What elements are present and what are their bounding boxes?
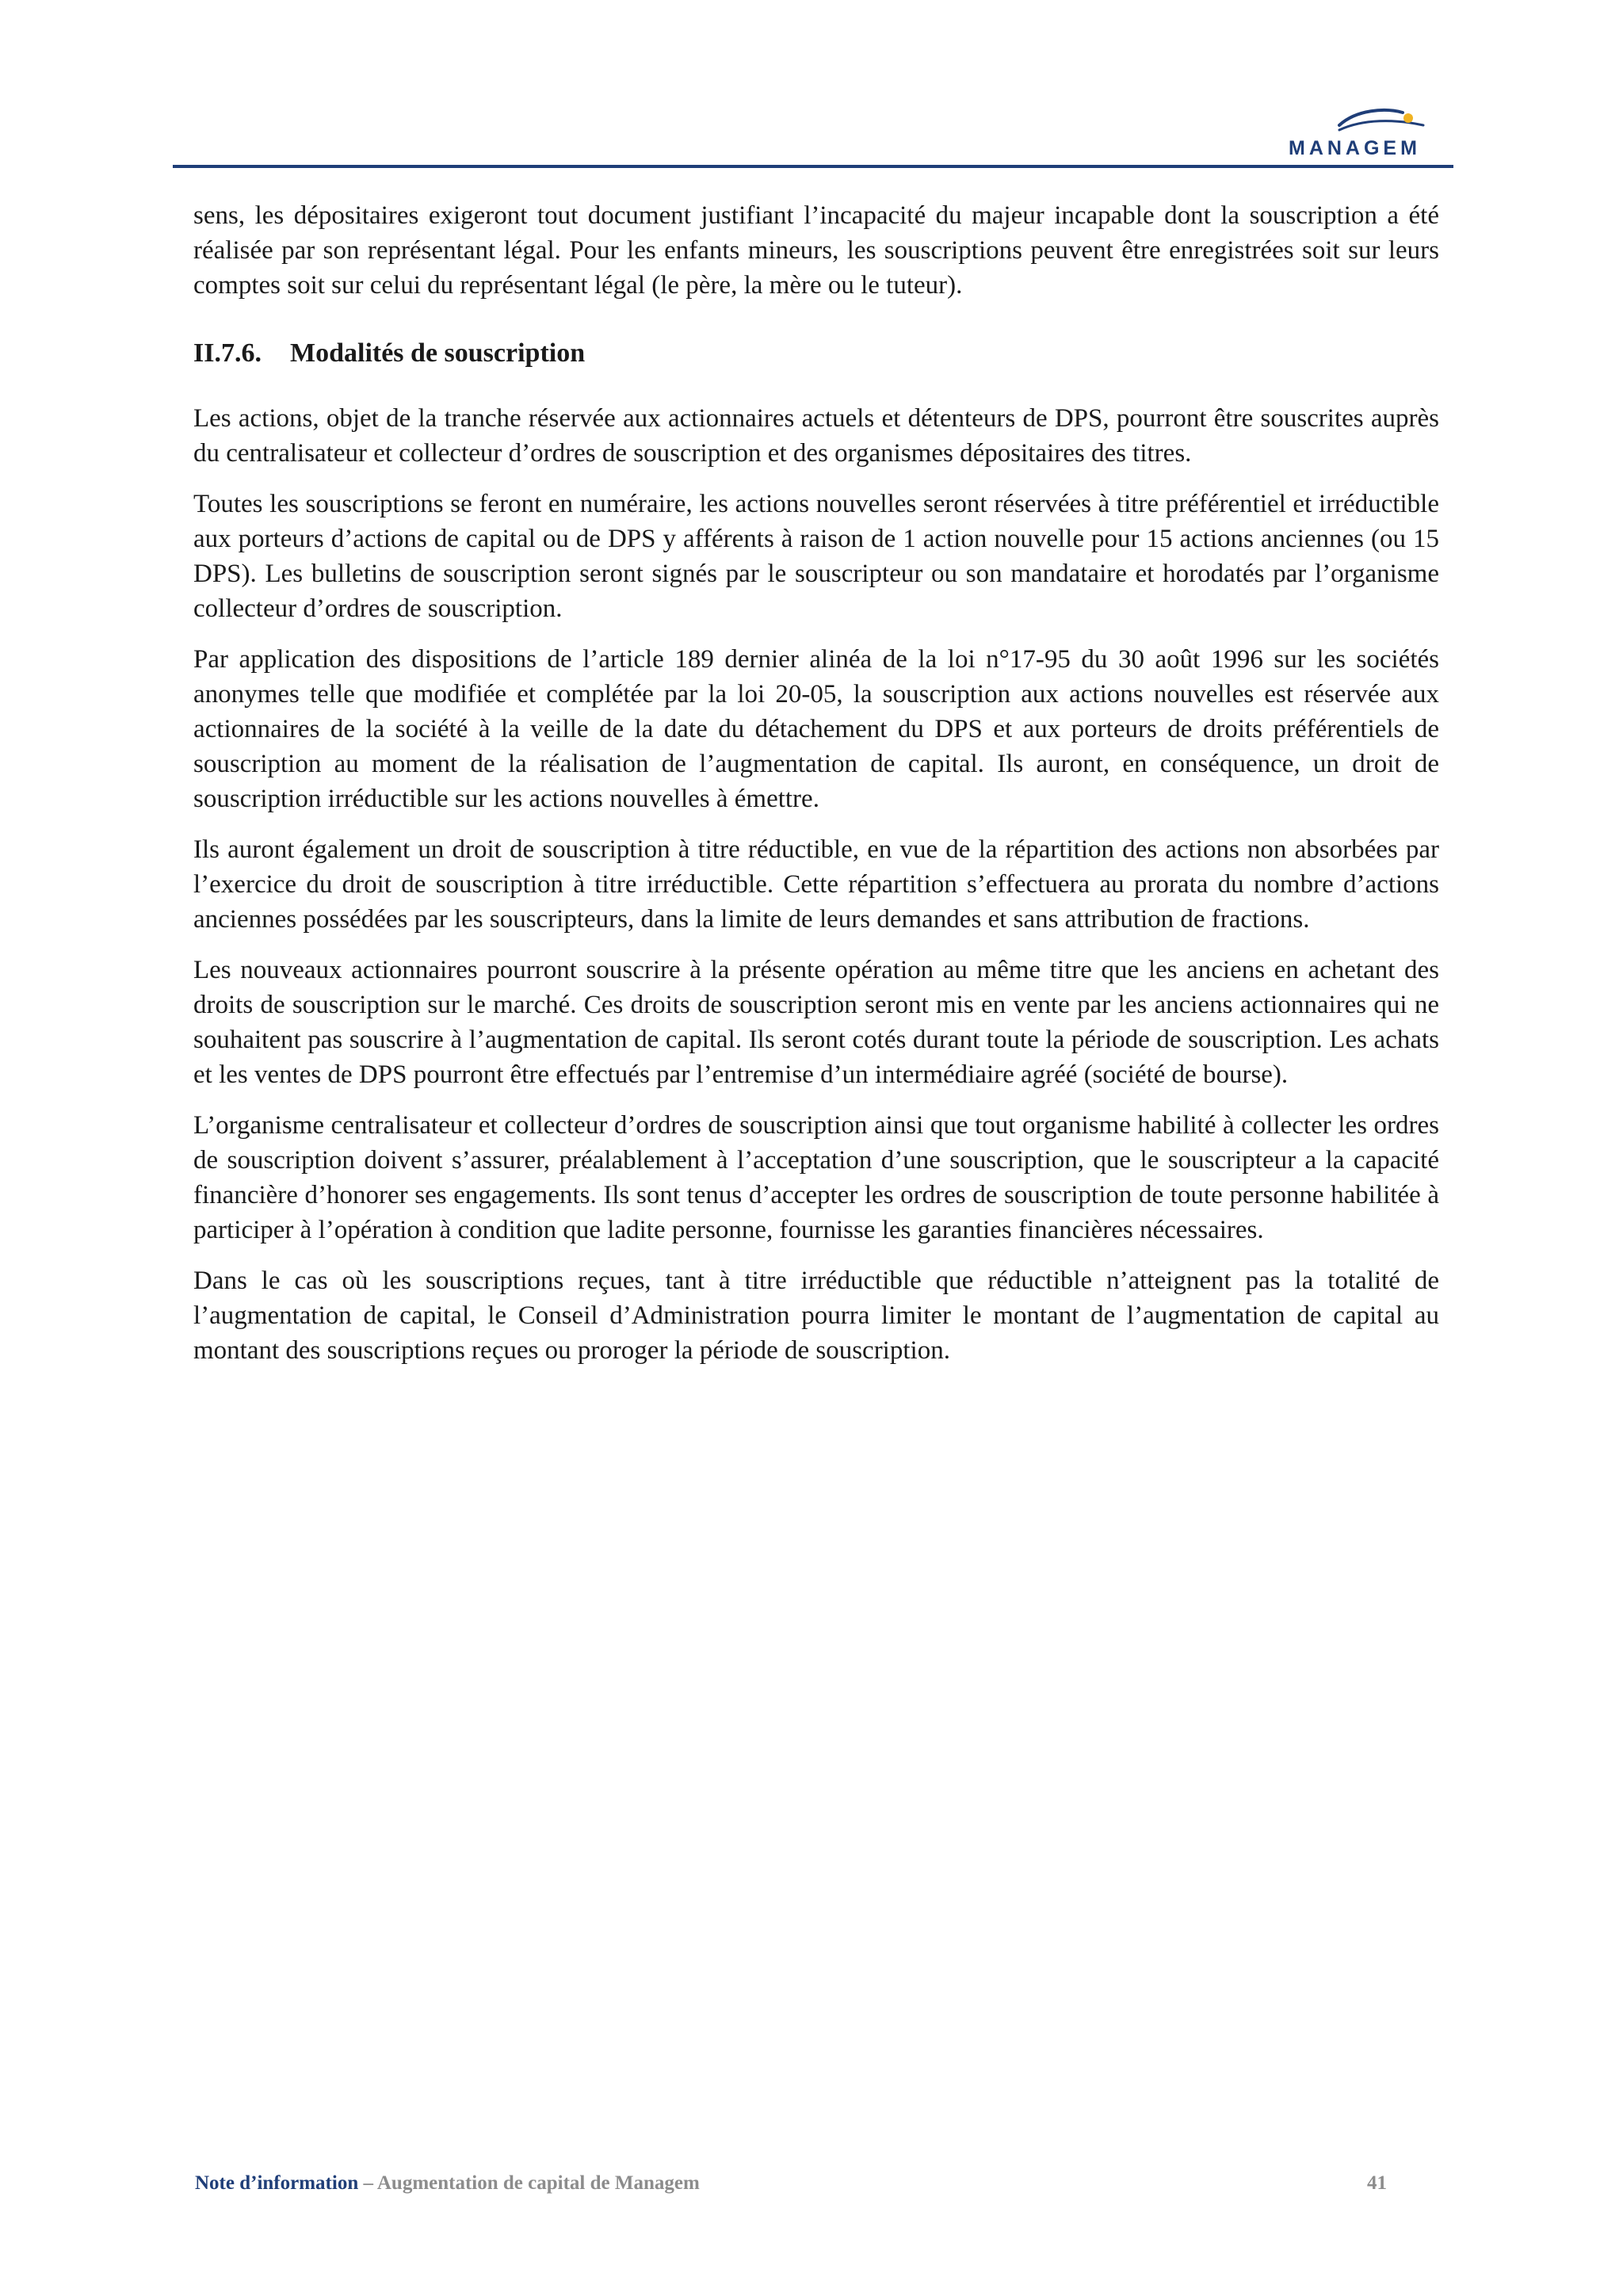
paragraph: Les nouveaux actionnaires pourront souscrire à la présente opération au même titre que les anciens en achetant des droits de souscription sur le marché. Ces droits de souscription seront mis en vente par les anciens actionnaires qui ne souhaitent pas souscrire à l’augmentation de capital. Ils seront cotés durant toute la période de souscription. Les achats et les ventes de DPS pourront être effectués par l’entremise d’un intermédiaire agréé (société de bourse). xyxy=(193,956,1439,1089)
paragraph: Dans le cas où les souscriptions reçues, tant à titre irréductible que réductible n’atteignent pas la totalité de l’augmentation de capital, le Conseil d’Administration pourra limiter le montant de l’augmentation de capital au montant des souscriptions reçues ou proroger la période de souscription. xyxy=(193,1266,1439,1365)
footer-document-type: Note d’information xyxy=(195,2172,359,2194)
section-number: II.7.6. xyxy=(193,338,262,368)
header-divider xyxy=(173,165,1453,168)
document-body xyxy=(193,198,1439,1384)
managem-logo xyxy=(1284,101,1442,163)
paragraph: Ils auront également un droit de souscription à titre réductible, en vue de la répartition des actions non absorbées par l’exercice du droit de souscription à titre irréductible. Cette répartition s’effectuera au prorata du nombre d’actions anciennes possédées par les souscripteurs, dans la limite de leurs demandes et sans attribution de fractions. xyxy=(193,835,1439,934)
intro-paragraph: sens, les dépositaires exigeront tout document justifiant l’incapacité du majeur incapable dont la souscription a été réalisée par son représentant légal. Pour les enfants mineurs, les souscriptions peuvent être enregistrées soit sur leurs comptes soit sur celui du représentant légal (le père, la mère ou le tuteur). xyxy=(193,201,1439,300)
paragraph: Les actions, objet de la tranche réservée aux actionnaires actuels et détenteurs de DPS, pourront être souscrites auprès du centralisateur et collecteur d’ordres de souscription et des organismes dépositaires des titres. xyxy=(193,404,1439,468)
paragraph: Par application des dispositions de l’article 189 dernier alinéa de la loi n°17-95 du 30 août 1996 sur les sociétés anonymes telle que modifiée et complétée par la loi 20-05, la souscription aux actions nouvelles est réservée aux actionnaires de la société à la veille de la date du détachement du DPS et aux porteurs de droits préférentiels de souscription au moment de la réalisation de l’augmentation de capital. Ils auront, en conséquence, un droit de souscription irréductible sur les actions nouvelles à émettre. xyxy=(193,645,1439,813)
footer-document-title: – Augmentation de capital de Managem xyxy=(358,2172,700,2194)
paragraph: L’organisme centralisateur et collecteur d’ordres de souscription ainsi que tout organisme habilité à collecter les ordres de souscription doivent s’assurer, préalablement à l’acceptation d’une souscription, que le souscripteur a la capacité financière d’honorer ses engagements. Ils sont tenus d’accepter les ordres de souscription de toute personne habilitée à participer à l’opération à condition que ladite personne, fournisse les garanties financières nécessaires. xyxy=(193,1111,1439,1244)
paragraph: Toutes les souscriptions se feront en numéraire, les actions nouvelles seront réservées à titre préférentiel et irréductible aux porteurs d’actions de capital ou de DPS y afférents à raison de 1 action nouvelle pour 15 actions anciennes (ou 15 DPS). Les bulletins de souscription seront signés par le souscripteur ou son mandataire et horodatés par l’organisme collecteur d’ordres de souscription. xyxy=(193,490,1439,623)
managem-logo-arc-icon xyxy=(1284,101,1442,136)
section-heading xyxy=(193,336,1439,371)
brand-name: MANAGEM xyxy=(1289,137,1421,159)
page-number: 41 xyxy=(1367,2172,1387,2194)
section-title: Modalités de souscription xyxy=(290,338,586,368)
page-footer xyxy=(195,2172,1387,2195)
